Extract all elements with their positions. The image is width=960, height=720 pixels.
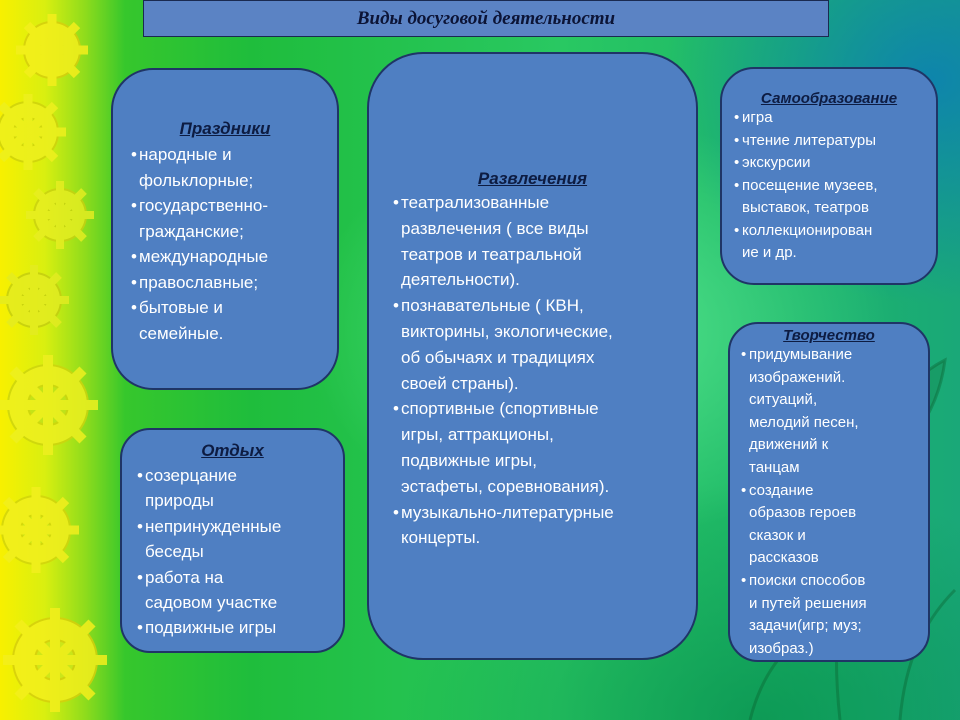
holidays-title: Праздники (179, 119, 271, 138)
gear-icon (0, 487, 79, 573)
rest-title: Отдых (201, 441, 264, 460)
list-item-line: развлечения ( все виды (401, 218, 589, 238)
gear-icon (0, 265, 69, 335)
list-item-line: • непринужденные (145, 516, 282, 536)
list-item-line: • поиски способов (749, 571, 866, 589)
creativity-panel (728, 322, 930, 662)
list-item (393, 396, 696, 499)
list-item-line: • познавательные ( КВН, (401, 296, 584, 316)
gear-icon (0, 355, 98, 455)
list-item-line: • придумывание (749, 346, 853, 363)
gear-decoration-strip (0, 0, 110, 720)
list-item (734, 220, 936, 265)
list-item-line: фольклорные; (139, 170, 254, 190)
list-item-line: изобраз.) (749, 639, 814, 657)
list-item-line: задачи(игр; муз; (749, 617, 862, 635)
list-item (734, 152, 936, 175)
list-item-line: • театрализованные (401, 193, 550, 212)
entertainment-panel (367, 52, 698, 660)
list-item-line: рассказов (749, 549, 819, 567)
list-item-line: • игра (742, 109, 773, 126)
slide-title: Виды досуговой деятельности (356, 7, 616, 29)
list-item-line: • экскурсии (742, 154, 811, 171)
list-item-line: • спортивные (спортивные (401, 399, 599, 419)
list-item (393, 293, 696, 396)
entertainment-list (393, 190, 696, 551)
gear-icon (16, 14, 88, 86)
creativity-list (741, 344, 928, 660)
list-item-line: • народные и (139, 145, 232, 164)
list-item-line: выставок, театров (742, 199, 869, 216)
gear-icon (26, 181, 94, 249)
creativity-title: Творчество (783, 327, 875, 344)
self-education-list (734, 107, 936, 265)
list-item (131, 193, 337, 244)
list-item-line: • православные; (139, 272, 259, 292)
list-item (734, 130, 936, 153)
list-item-line: • создание (749, 481, 814, 499)
list-item-line: подвижные игры, (401, 450, 537, 470)
holidays-list (131, 142, 337, 346)
list-item-line: садовом участке (145, 593, 278, 613)
gear-icon (3, 608, 107, 712)
rest-panel (120, 428, 345, 653)
holidays-panel (111, 68, 339, 390)
list-item-line: концерты. (401, 528, 481, 548)
list-item-line: мелодий песен, (749, 413, 859, 431)
list-item-line: и путей решения (749, 594, 867, 612)
list-item (393, 500, 696, 552)
list-item-line: об обычаях и традициях (401, 347, 595, 367)
rest-list (137, 463, 343, 641)
list-item-line: игры, аттракционы, (401, 425, 554, 445)
list-item-line: беседы (145, 542, 204, 562)
list-item (393, 190, 696, 293)
list-item-line: эстафеты, соревнования). (401, 476, 610, 496)
list-item-line: • чтение литературы (742, 131, 877, 149)
list-item-line: изображений. (749, 368, 846, 386)
list-item (131, 244, 337, 270)
list-item-line: • бытовые и (139, 298, 223, 317)
list-item-line: викторины, экологические, (401, 321, 613, 341)
list-item-line: • коллекционирован (742, 221, 873, 239)
list-item-line: танцам (749, 458, 800, 476)
list-item-line: ситуаций, (749, 391, 818, 409)
list-item-line: • музыкально-литературные (401, 502, 614, 522)
list-item-line: природы (145, 491, 214, 511)
list-item-line: • подвижные игры (145, 618, 277, 638)
list-item (741, 344, 928, 480)
self-education-title: Самообразование (760, 90, 898, 107)
list-item-line: ие и др. (742, 244, 797, 261)
self-education-panel (720, 67, 938, 285)
list-item-line: • работа на (145, 567, 224, 587)
list-item (734, 107, 936, 130)
list-item (131, 270, 337, 296)
list-item-line: • посещение музеев, (742, 176, 878, 194)
list-item (131, 142, 337, 193)
list-item-line: • созерцание (145, 466, 237, 485)
entertainment-title: Развлечения (477, 169, 588, 188)
list-item (137, 615, 343, 640)
list-item-line: • международные (139, 247, 269, 266)
list-item (137, 514, 343, 565)
list-item-line: своей страны). (401, 373, 519, 393)
list-item (137, 565, 343, 616)
list-item-line: гражданские; (139, 221, 244, 241)
list-item-line: театров и театральной (401, 244, 582, 264)
list-item (741, 570, 928, 660)
list-item-line: образов героев (749, 504, 857, 522)
gear-icon (0, 94, 66, 170)
title-bar (143, 0, 829, 37)
list-item-line: движений к (749, 436, 829, 454)
list-item-line: деятельности). (401, 270, 520, 290)
list-item (137, 463, 343, 514)
list-item-line: семейные. (139, 323, 224, 343)
list-item (734, 175, 936, 220)
list-item (741, 480, 928, 570)
list-item (131, 295, 337, 346)
list-item-line: сказок и (749, 526, 806, 544)
list-item-line: • государственно- (139, 196, 269, 215)
